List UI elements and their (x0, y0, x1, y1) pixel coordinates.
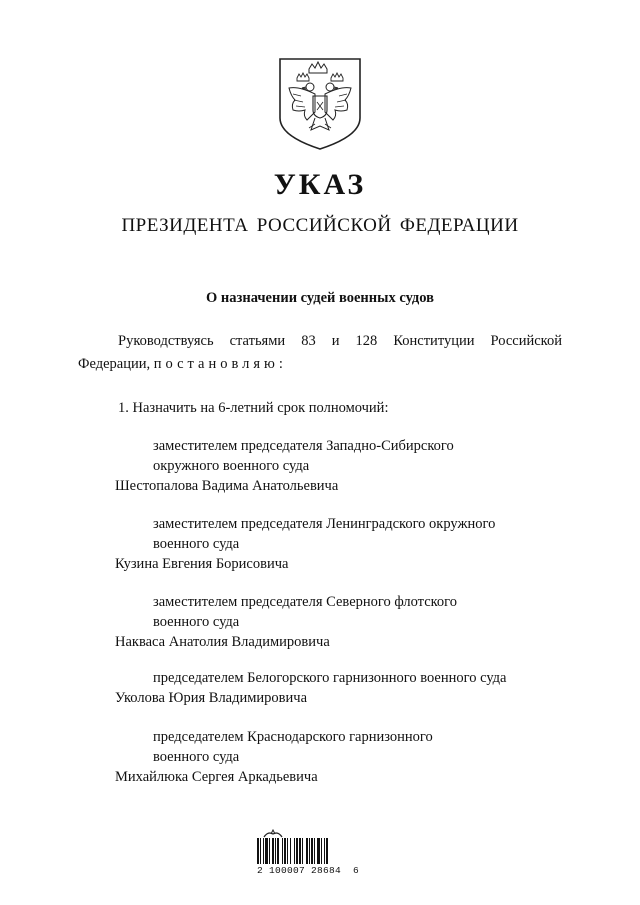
appointment-position-line: председателем Краснодарского гарнизонного (153, 729, 433, 745)
barcode-number: 2 100007 28684 6 (256, 865, 359, 876)
appointment-position-line: военного суда (153, 749, 240, 765)
appointment-position-line: окружного военного суда (153, 458, 310, 474)
document-barcode (252, 826, 364, 878)
appointment-position-line: председателем Белогорского гарнизонного военного суда (153, 670, 507, 686)
coat-of-arms-icon (277, 56, 363, 152)
appointment-person: Кузина Евгения Борисовича (115, 556, 289, 572)
appointment-position-line: военного суда (153, 614, 240, 630)
eagle-mark-icon (262, 826, 284, 836)
appointment-person: Накваса Анатолия Владимировича (115, 634, 330, 650)
decree-title: УКАЗ (273, 168, 367, 201)
appointment-position-line: заместителем председателя Западно-Сибирского (153, 438, 454, 454)
appointment-person: Михайлюка Сергея Аркадьевича (115, 769, 318, 785)
appointment-person: Шестопалова Вадима Анатольевича (115, 478, 339, 494)
preamble-text: Руководствуясь статьями 83 и 128 Конституции Российской Федерации, (78, 333, 562, 372)
appointment-person: Уколова Юрия Владимировича (115, 690, 308, 706)
appointment-position-line: заместителем председателя Ленинградского окружного (153, 516, 496, 532)
appointment-position-line: военного суда (153, 536, 240, 552)
point-1-heading: 1. Назначить на 6-летний срок полномочий: (118, 400, 389, 416)
decree-subject: О назначении судей военных судов (206, 290, 434, 306)
preamble-decree-word: постановляю: (153, 356, 287, 372)
barcode-bars (256, 838, 362, 864)
decree-issuer: ПРЕЗИДЕНТА РОССИЙСКОЙ ФЕДЕРАЦИИ (121, 215, 519, 236)
preamble-paragraph (78, 330, 562, 376)
appointment-position-line: заместителем председателя Северного флотского (153, 594, 458, 610)
